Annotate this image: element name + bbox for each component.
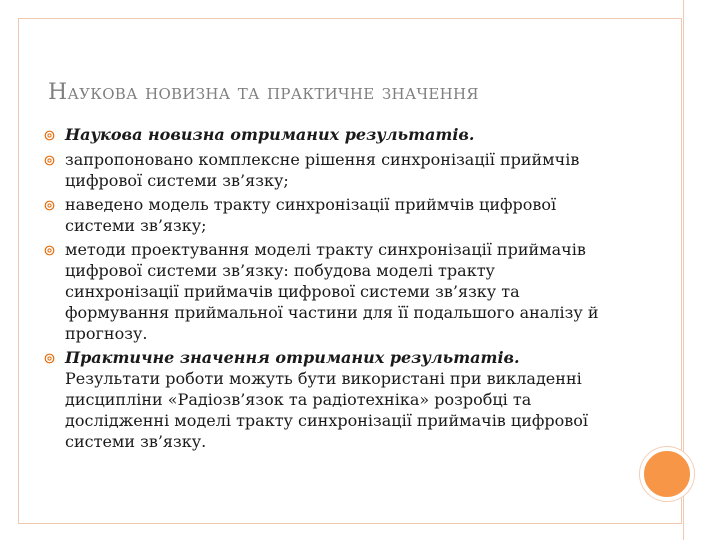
list-item [42, 149, 612, 191]
item-text: методи проектування моделі тракту синхронізації приймачів цифрової системи зв’язку: побудова моделі тракту синхронізації приймачів цифрової системи зв’язку та формування приймальної частини для її подальшого аналізу й прогнозу. [65, 240, 599, 343]
bullet-icon [44, 155, 55, 166]
list-item [42, 124, 612, 145]
item-text: наведено модель тракту синхронізації приймчів цифрової системи зв’язку; [65, 195, 557, 235]
item-lead: Практичне значення отриманих результатів. [65, 348, 520, 367]
decorative-circle [640, 447, 694, 501]
bullet-icon [44, 200, 55, 211]
item-lead: Наукова новизна отриманих результатів. [65, 125, 475, 144]
bullet-icon [44, 130, 55, 141]
list-item [42, 347, 612, 452]
slide-title: Наукова новизна та практичне значення [48, 80, 479, 105]
item-text: Результати роботи можуть бути використані при викладенні дисципліни «Радіозв’язок та радіотехніка» розробці та дослідженні моделі тракту синхронізації приймачів цифрової системи зв’язку. [65, 369, 589, 451]
bullet-icon [44, 353, 55, 364]
list-item [42, 194, 612, 236]
bullet-list [42, 124, 612, 452]
bullet-icon [44, 245, 55, 256]
list-item [42, 239, 612, 344]
item-text: запропоновано комплексне рішення синхронізації приймчів цифрової системи зв’язку; [65, 150, 580, 190]
